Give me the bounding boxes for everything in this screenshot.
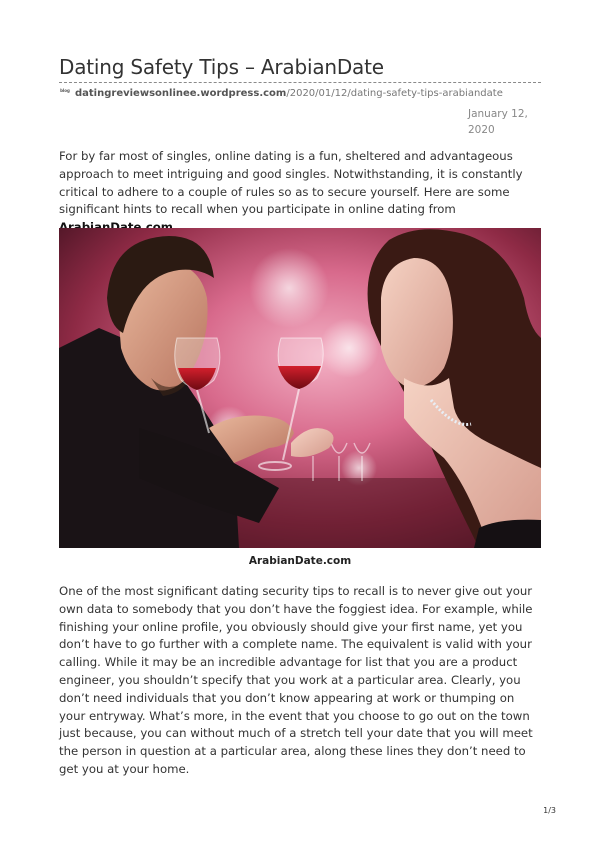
image-caption: ArabianDate.com (248, 555, 352, 567)
source-url[interactable] (59, 86, 503, 100)
page-number: 1/3 (543, 806, 556, 815)
site-favicon-icon: blog (60, 88, 70, 93)
couple-photo (59, 228, 541, 548)
title-divider (59, 82, 541, 83)
intro-text: For by far most of singles, online dating is a fun, sheltered and advantageous approach to meet intriguing and good singles. Notwithstanding, it is constantly critical to adhere to a couple of rules so as to secure yourself. Here are some significant hints to recall when you participate in online dating from (59, 149, 523, 217)
publish-date-line1: January 12, (468, 108, 528, 120)
publish-date (468, 106, 538, 138)
publish-date-line2: 2020 (468, 124, 495, 136)
source-path[interactable]: /2020/01/12/dating-safety-tips-arabiandate (286, 87, 503, 99)
intro-paragraph (59, 148, 543, 237)
article-title: Dating Safety Tips – ArabianDate (59, 55, 384, 79)
body-paragraph: One of the most significant dating security tips to recall is to never give out your own data to somebody that you don’t have the foggiest idea. For example, while finishing your online profile, you obviously should give your first name, yet you don’t have to go further with a complete name. The equivalent is valid with your calling. While it may be an incredible advantage for list that you are a product engineer, you shouldn’t specify that you work at a particular area. Clearly, you don’t need individuals that you don’t know appearing at work or thumping on your entryway. What’s more, in the event that you choose to go out on the town just because, you can without much of a stretch tell your date that you will meet the person in question at a particular area, along these lines they don’t need to get you at your home. (59, 584, 533, 776)
source-domain[interactable]: datingreviewsonlinee.wordpress.com (75, 87, 287, 99)
couple-photo-illustration (59, 228, 541, 548)
